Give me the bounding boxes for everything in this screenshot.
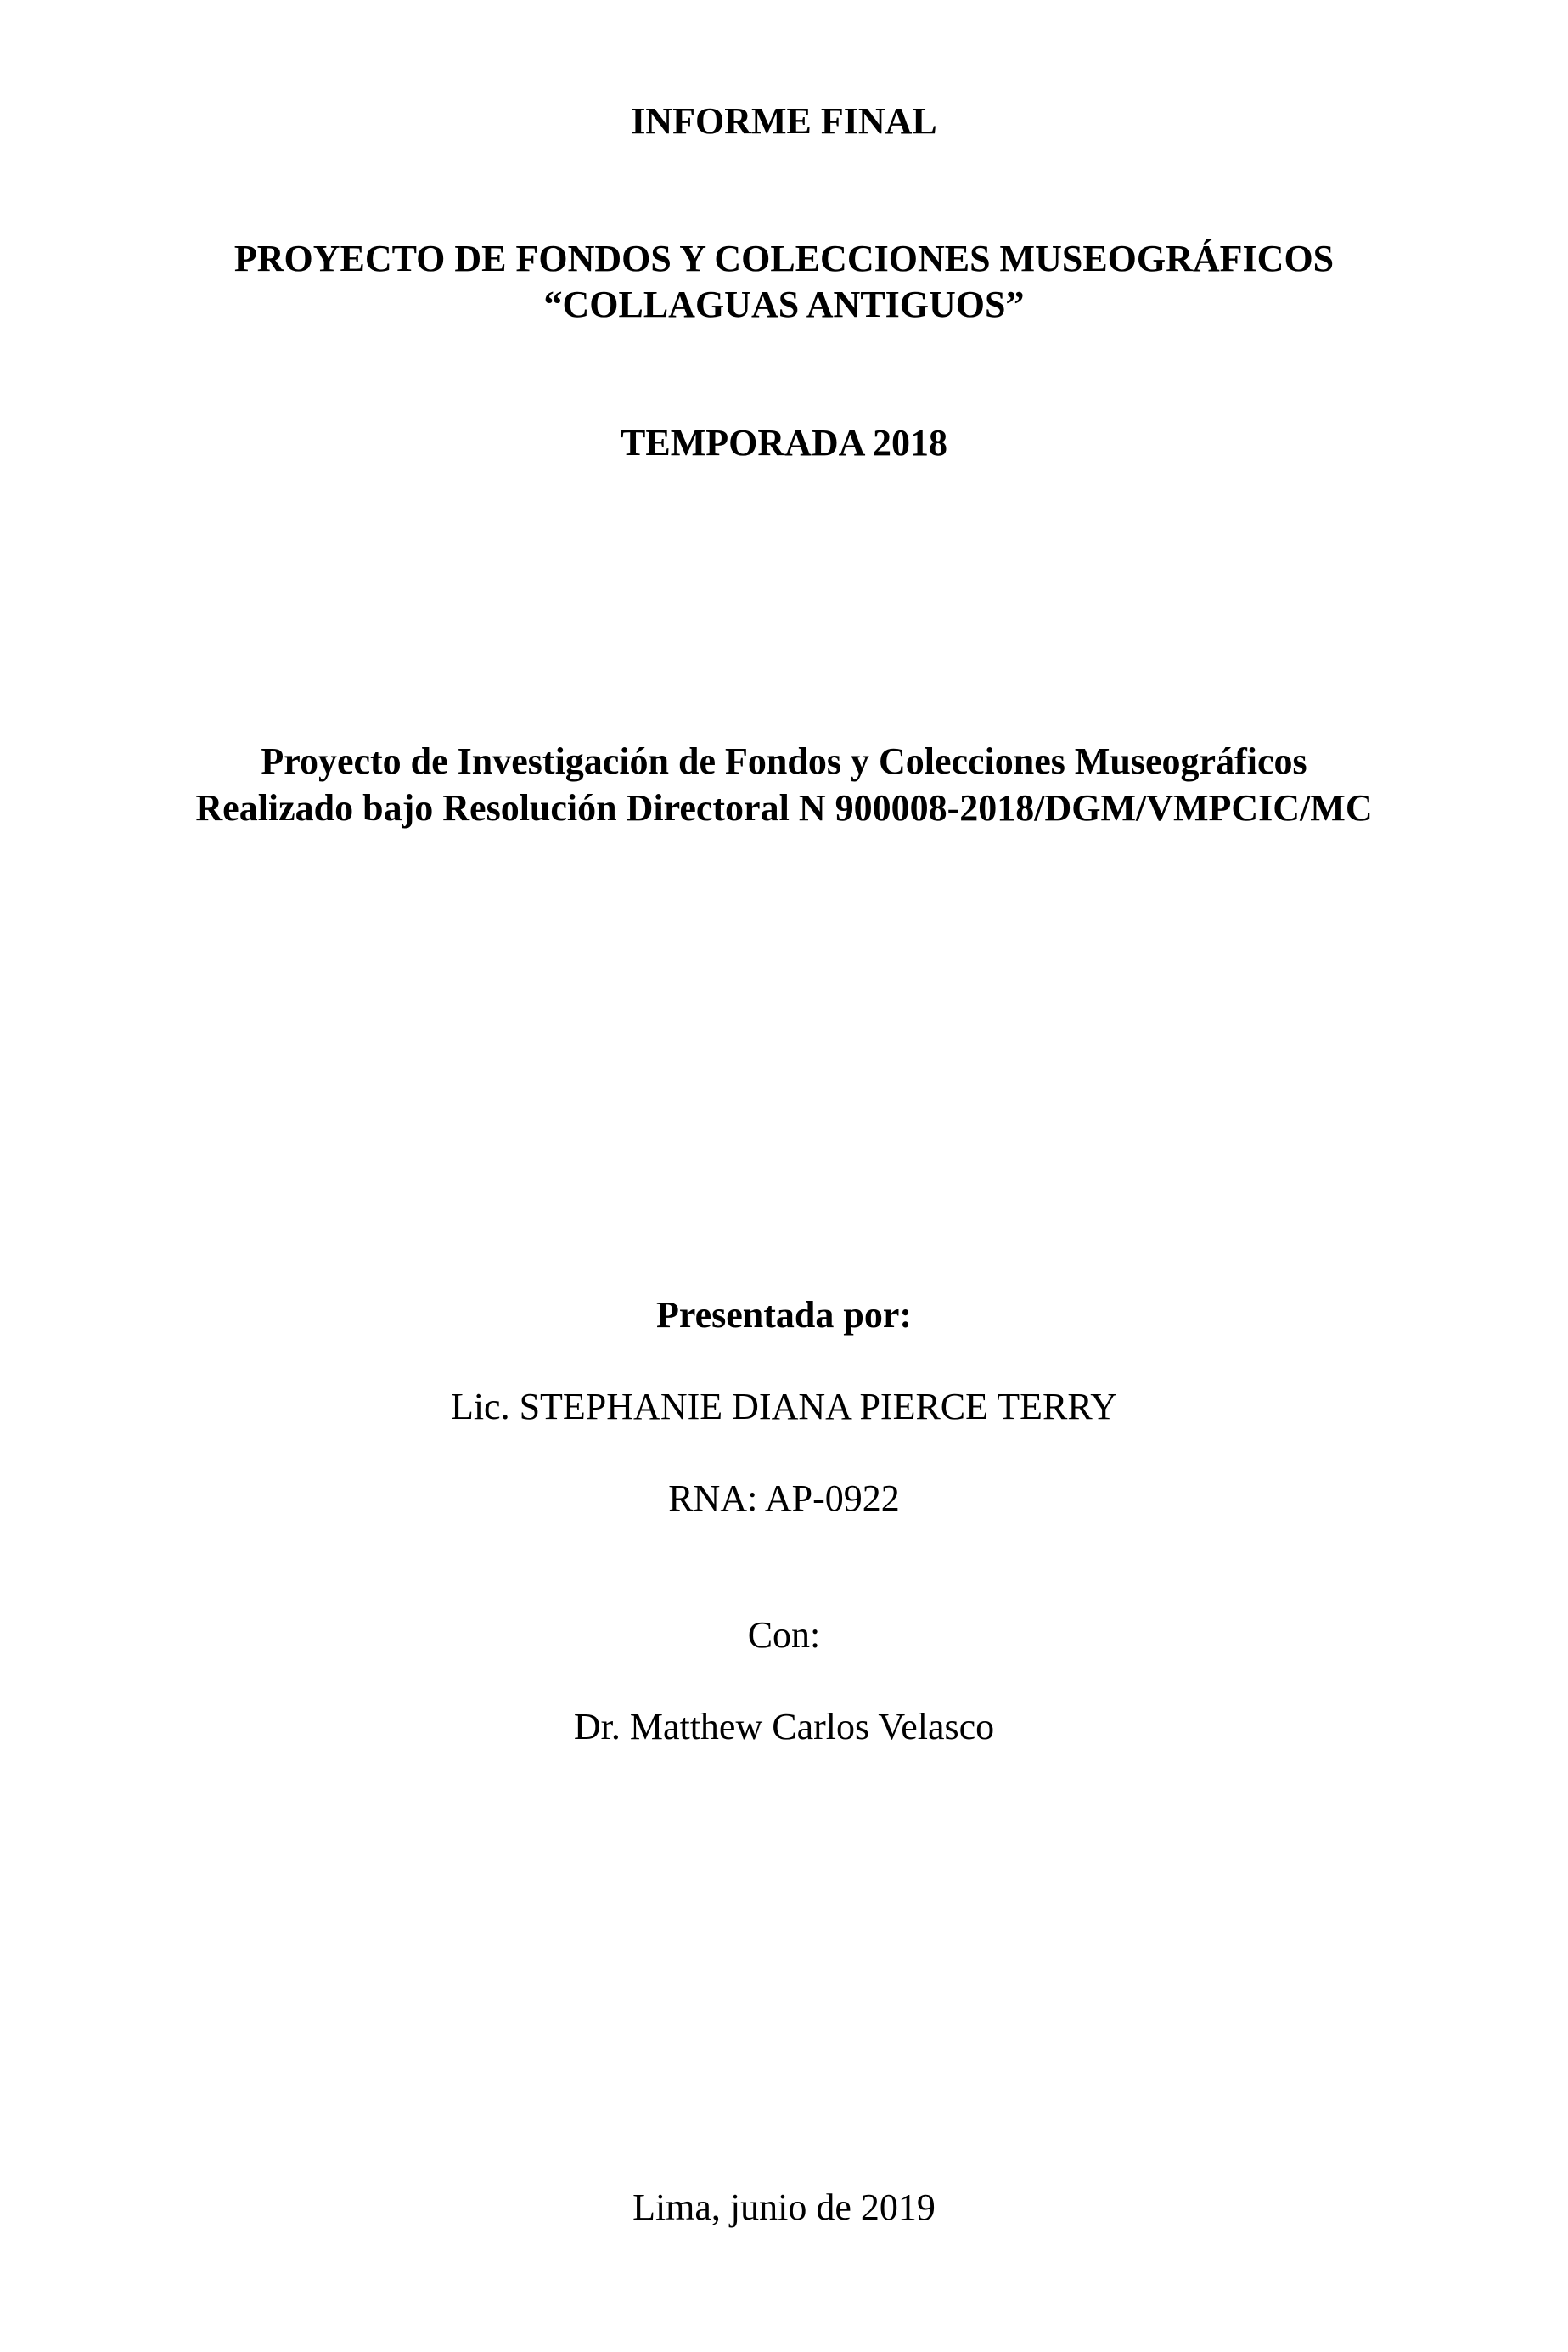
investigation-line-2: Realizado bajo Resolución Directoral N 900008-2018/DGM/VMPCIC/MC <box>195 787 1373 829</box>
report-heading: INFORME FINAL <box>631 100 937 142</box>
with-label: Con: <box>747 1614 821 1656</box>
presented-by-label: Presentada por: <box>655 1294 913 1336</box>
season-heading: TEMPORADA 2018 <box>621 422 947 464</box>
project-title-line-2: “COLLAGUAS ANTIGUOS” <box>543 284 1025 325</box>
project-title-line-1: PROYECTO DE FONDOS Y COLECCIONES MUSEOGRÁFICOS <box>233 238 1335 279</box>
coauthor-name: Dr. Matthew Carlos Velasco <box>573 1706 995 1747</box>
place-and-date: Lima, junio de 2019 <box>632 2186 936 2228</box>
author-rna: RNA: AP-0922 <box>668 1477 900 1519</box>
author-name: Lic. STEPHANIE DIANA PIERCE TERRY <box>450 1386 1118 1427</box>
investigation-line-1: Proyecto de Investigación de Fondos y Colecciones Museográficos <box>261 740 1307 782</box>
